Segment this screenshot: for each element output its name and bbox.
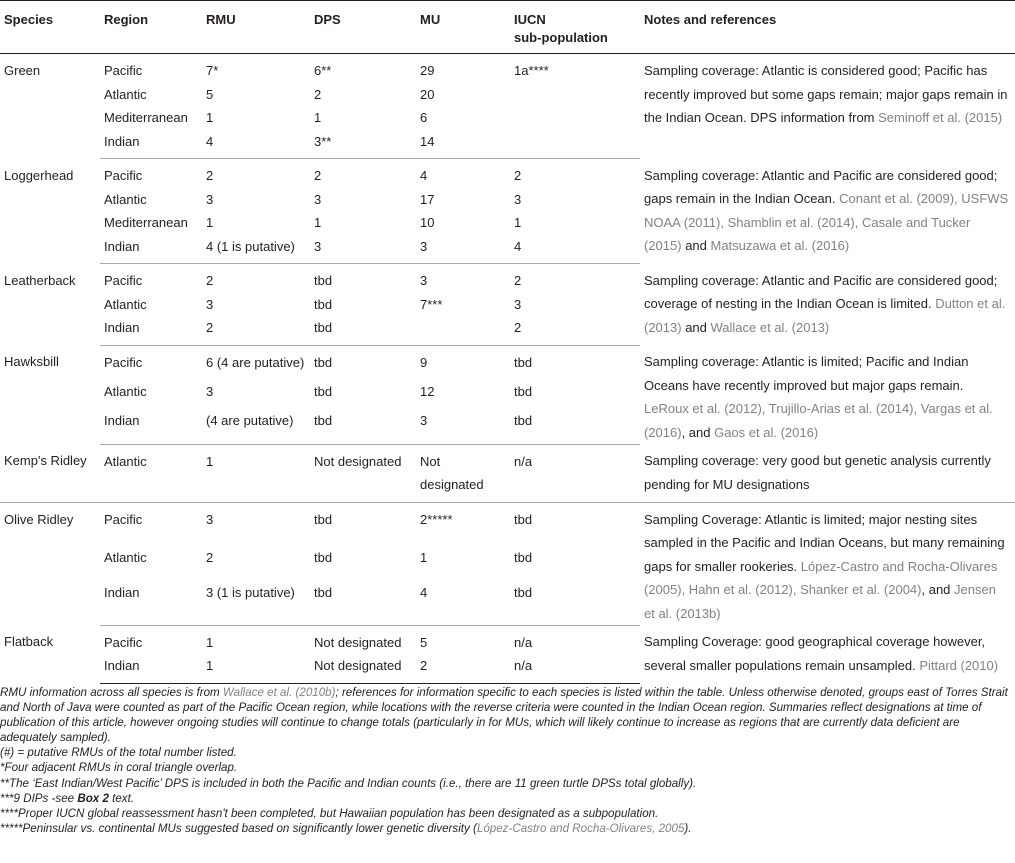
region-cell: Pacific: [104, 273, 143, 288]
mu-cell: 2*****: [420, 511, 453, 527]
dps-cell: tbd: [310, 409, 416, 444]
rmu-cell: 1: [206, 110, 214, 125]
iucn-cell: n/a: [514, 634, 533, 650]
region-cell: Atlantic: [104, 296, 147, 312]
header-region: Region: [100, 1, 202, 54]
notes-cell: [640, 54, 1015, 159]
region-cell: Pacific: [104, 511, 143, 527]
reference-link[interactable]: Jensen et al. (2013b): [644, 582, 996, 621]
dps-cell: Not designated: [310, 654, 416, 683]
footnote-putative: (#) = putative RMUs of the total number listed.: [0, 746, 237, 760]
iucn-cell: tbd: [510, 409, 640, 444]
notes-cell: [640, 345, 1015, 444]
iucn-cell: 1a****: [514, 63, 549, 78]
reference-link[interactable]: López-Castro and Rocha-Olivares, 2005: [476, 821, 685, 835]
reference-link[interactable]: Wallace et al. (2013): [710, 319, 830, 335]
dps-cell: tbd: [310, 581, 416, 625]
mu-cell: 1: [420, 549, 428, 565]
notes-cell: [640, 444, 1015, 502]
rmu-cell: 6 (4 are putative): [206, 354, 305, 370]
table-row: [0, 625, 1015, 654]
region-cell: Pacific: [104, 354, 143, 370]
table-footnotes: [0, 685, 1011, 836]
footnote-5: [0, 821, 1011, 836]
reference-link[interactable]: Dutton et al. (2013): [644, 296, 1006, 335]
region-cell: Indian: [100, 316, 202, 345]
reference-link[interactable]: Matsuzawa et al. (2016): [710, 238, 850, 253]
region-cell: Mediterranean: [104, 110, 188, 125]
iucn-cell: [510, 106, 640, 130]
iucn-cell: tbd: [510, 581, 640, 625]
table-row: [0, 159, 1015, 188]
region-cell: Indian: [100, 235, 202, 264]
rmu-cell: 1: [206, 634, 214, 650]
table-row: [0, 264, 1015, 293]
mu-cell: 3: [416, 409, 510, 444]
rmu-cell: (4 are putative): [202, 409, 310, 444]
dps-cell: 3: [314, 191, 322, 207]
species-cell: Olive Ridley: [4, 511, 74, 527]
dps-cell: 6**: [314, 63, 332, 78]
mu-cell: 14: [416, 130, 510, 159]
notes-joiner: , and: [681, 424, 715, 440]
iucn-cell: 2: [514, 168, 522, 183]
iucn-cell: tbd: [514, 384, 533, 400]
table-row: [0, 345, 1015, 380]
mu-cell: 7***: [420, 296, 443, 312]
notes-joiner: and: [681, 238, 711, 253]
mu-cell: 12: [420, 384, 435, 400]
iucn-cell: 3: [514, 191, 522, 207]
dps-cell: Not designated: [310, 444, 416, 502]
iucn-cell: 1: [514, 215, 522, 230]
iucn-cell: 4: [510, 235, 640, 264]
dps-cell: 1: [314, 110, 322, 125]
notes-cell: [640, 159, 1015, 264]
notes-text: Sampling coverage: Atlantic and Pacific are considered good; gaps remain in the Indian Ocean.: [644, 167, 998, 206]
mu-cell: 29: [420, 63, 435, 78]
region-cell: Pacific: [104, 168, 143, 183]
footnote-2: **The ‘East Indian/West Pacific’ DPS is included in both the Pacific and Indian counts (i.e., there are 11 green turtle DPSs total globally).: [0, 776, 697, 790]
rmu-cell: 3: [206, 511, 214, 527]
rmu-cell: 3: [206, 191, 214, 207]
notes-text: Sampling coverage: Atlantic is limited; Pacific and Indian Oceans have recently improved but major gaps remain.: [644, 354, 969, 393]
region-cell: Atlantic: [100, 444, 202, 502]
rmu-cell: 4 (1 is putative): [202, 235, 310, 264]
dps-cell: tbd: [314, 273, 333, 288]
region-cell: Atlantic: [104, 384, 147, 400]
header-rmu: RMU: [202, 1, 310, 54]
mu-cell: Not designated: [416, 444, 510, 502]
notes-text: Sampling coverage: Atlantic and Pacific are considered good; coverage of nesting in the Indian Ocean is limited.: [644, 272, 998, 311]
mu-cell: 9: [420, 354, 428, 370]
mu-cell: 3: [420, 273, 428, 288]
notes-text: Sampling Coverage: Atlantic is limited; major nesting sites sampled in the Pacific and Indian Oceans, but many remaining gaps for smaller rookeries.: [644, 511, 1005, 574]
species-cell: Hawksbill: [4, 354, 59, 369]
reference-link[interactable]: López-Castro and Rocha-Olivares (2005), Hahn et al. (2012), Shanker et al. (2004): [644, 558, 998, 597]
iucn-cell: [510, 83, 640, 107]
notes-text: Sampling coverage: Atlantic is considered good; Pacific has recently improved but some gaps remain; major gaps remain in the Indian Ocean. DPS information from: [644, 63, 1008, 125]
reference-link[interactable]: Pittard (2010): [919, 657, 999, 673]
rmu-cell: 7*: [206, 63, 219, 78]
reference-link[interactable]: LeRoux et al. (2012), Trujillo-Arias et al. (2014), Vargas et al. (2016): [644, 401, 993, 440]
header-dps: DPS: [310, 1, 416, 54]
rmu-cell: 3 (1 is putative): [202, 581, 310, 625]
rmu-cell: 5: [206, 86, 214, 102]
mu-cell: 5: [420, 634, 428, 650]
dps-cell: tbd: [314, 384, 333, 400]
species-cell: Green: [4, 63, 41, 78]
mu-cell: 3: [416, 235, 510, 264]
dps-cell: Not designated: [314, 634, 402, 650]
rmu-cell: 1: [206, 215, 214, 230]
footnote-1: *Four adjacent RMUs in coral triangle overlap.: [0, 761, 238, 775]
mu-cell: 4: [416, 581, 510, 625]
footnote-text: ; references for information specific to each species is listed within the table. Unless otherwise denoted, groups east of Torres Strait and North of Java were counted as part of the Pacific Ocean region, while locations with the reverse criteria were counted in the Indian Ocean region. Summaries reflect designations at time of publication of this article, however ongoing studies will continue to change totals (particularly in for MUs, which will likely continue to increase as regions that are currently data deficient are adequately sampled).: [0, 686, 1008, 745]
notes-text: Sampling Coverage: good geographical coverage however, several smaller populations remain unsampled.: [644, 634, 986, 673]
rmu-cell: 1: [202, 654, 310, 683]
table-row: [0, 444, 1015, 502]
region-cell: Pacific: [104, 634, 143, 650]
region-cell: Indian: [100, 581, 202, 625]
footnote-text: *****Peninsular vs. continental MUs suggested based on significantly lower genetic diversity (: [0, 821, 477, 835]
footnote-text: text.: [108, 791, 135, 805]
footnote-text: ***9 DIPs -see: [0, 791, 78, 805]
header-iucn-line2: sub-population: [514, 30, 608, 45]
reference-link[interactable]: Wallace et al. (2010b): [222, 686, 336, 699]
species-cell: Flatback: [4, 634, 54, 649]
dps-cell: tbd: [314, 549, 333, 565]
region-cell: Indian: [100, 654, 202, 683]
notes-cell: [640, 502, 1015, 625]
iucn-cell: n/a: [510, 444, 640, 502]
mu-cell: 17: [420, 191, 435, 207]
mu-cell: [416, 316, 510, 345]
header-mu: MU: [416, 1, 510, 54]
header-iucn-line1: IUCN: [514, 12, 546, 27]
dps-cell: 2: [314, 168, 322, 183]
iucn-cell: 2: [510, 316, 640, 345]
dps-cell: tbd: [310, 316, 416, 345]
notes-text: Sampling coverage: very good but genetic analysis currently pending for MU designations: [644, 453, 991, 492]
species-cell: Kemp's Ridley: [0, 444, 100, 502]
footnote-text: RMU information across all species is from: [0, 686, 223, 699]
rmu-cell: 4: [202, 130, 310, 159]
mu-cell: 2: [416, 654, 510, 683]
rmu-cell: 2: [206, 549, 214, 565]
region-cell: Pacific: [104, 63, 143, 78]
rmu-cell: 2: [206, 273, 214, 288]
table-row: [0, 54, 1015, 83]
dps-cell: 1: [314, 215, 322, 230]
species-cell: Leatherback: [4, 272, 76, 288]
rmu-cell: 3: [206, 296, 214, 312]
iucn-cell: [510, 130, 640, 159]
rmu-cell: 2: [206, 168, 214, 183]
notes-cell: [640, 264, 1015, 346]
header-row: [0, 1, 1015, 54]
iucn-cell: tbd: [514, 511, 533, 527]
dps-cell: tbd: [314, 354, 333, 370]
notes-cell: [640, 625, 1015, 683]
region-cell: Atlantic: [104, 549, 147, 565]
dps-cell: tbd: [314, 296, 333, 312]
dps-cell: 3**: [310, 130, 416, 159]
reference-link[interactable]: Seminoff et al. (2015): [878, 110, 1003, 125]
region-cell: Indian: [100, 409, 202, 444]
iucn-cell: 2: [514, 273, 522, 288]
notes-joiner: , and: [921, 582, 955, 597]
footnote-4: ****Proper IUCN global reassessment hasn't been completed, but Hawaiian population has been designated as a subpopulation.: [0, 806, 659, 820]
species-cell: Loggerhead: [4, 167, 74, 183]
dps-cell: 3: [310, 235, 416, 264]
header-notes: Notes and references: [640, 1, 1015, 54]
mu-cell: 6: [420, 110, 428, 125]
rmu-cell: 1: [202, 444, 310, 502]
footnote-main: [0, 685, 1011, 745]
reference-link[interactable]: Conant et al. (2009), USFWS NOAA (2011), Shamblin et al. (2014), Casale and Tucker (2015): [644, 191, 1009, 253]
iucn-cell: 3: [514, 296, 522, 312]
region-cell: Atlantic: [104, 86, 147, 102]
region-cell: Indian: [100, 130, 202, 159]
region-cell: Mediterranean: [104, 215, 188, 230]
rmu-cell: 2: [202, 316, 310, 345]
rmu-cell: 3: [206, 384, 214, 400]
mu-cell: 10: [420, 215, 435, 230]
region-cell: Atlantic: [104, 191, 147, 207]
iucn-cell: tbd: [514, 549, 533, 565]
box-reference: Box 2: [77, 791, 109, 805]
iucn-cell: tbd: [514, 354, 533, 370]
iucn-cell: n/a: [510, 654, 640, 683]
mu-cell: 4: [420, 168, 428, 183]
header-iucn: [510, 1, 640, 54]
header-species: Species: [0, 1, 100, 54]
footnote-text: ).: [684, 821, 692, 835]
table-row: [0, 502, 1015, 546]
mu-cell: 20: [420, 86, 435, 102]
reference-link[interactable]: Gaos et al. (2016): [714, 424, 819, 440]
dps-cell: 2: [314, 86, 322, 102]
notes-joiner: and: [681, 319, 711, 335]
footnote-3: [0, 791, 1011, 806]
dps-cell: tbd: [314, 511, 333, 527]
